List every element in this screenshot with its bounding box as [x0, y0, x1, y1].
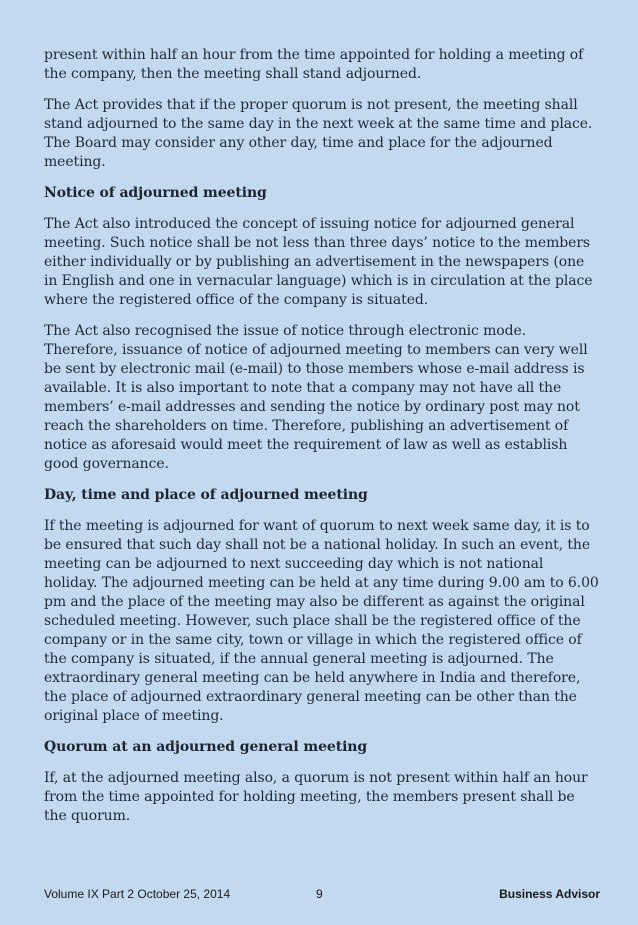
heading-quorum-adjourned-meeting: Quorum at an adjourned general meeting: [44, 739, 368, 755]
paragraph-quorum-adjourned-meeting: If, at the adjourned meeting also, a quorum is not present within half an hour from the time appointed for holding meeting, the members present shall be the quorum.: [44, 770, 588, 824]
heading-notice-of-adjourned-meeting: Notice of adjourned meeting: [44, 185, 267, 201]
footer-volume-date: Volume IX Part 2 October 25, 2014: [44, 887, 231, 901]
footer-page-number: 9: [316, 887, 323, 901]
page-footer: [44, 886, 600, 902]
paragraph-day-time-place: If the meeting is adjourned for want of quorum to next week same day, it is to be ensured that such day shall not be a national holiday. In such an event, the meeting can be adjourned to next succeeding day which is not national holiday. The adjourned meeting can be held at any time during 9.00 am to 6.00 pm and the place of the meeting may also be different as against the original scheduled meeting. However, such place shall be the registered office of the company or in the same city, town or village in which the registered office of the company is situated, if the annual general meeting is adjourned. The extraordinary general meeting can be held anywhere in India and therefore, the place of adjourned extraordinary general meeting can be other than the original place of meeting.: [44, 518, 599, 724]
footer-publication-name: Business Advisor: [499, 887, 600, 901]
heading-day-time-place: Day, time and place of adjourned meeting: [44, 487, 368, 503]
paragraph-electronic-notice: The Act also recognised the issue of notice through electronic mode. Therefore, issuance of notice of adjourned meeting to members can very well be sent by electronic mail (e-mail) to those members whose e-mail address is available. It is also important to note that a company may not have all the members’ e-mail addresses and sending the notice by ordinary post may not reach the shareholders on time. Therefore, publishing an advertisement of notice as aforesaid would meet the requirement of law as well as establish good governance.: [44, 323, 588, 472]
paragraph-notice-concept: The Act also introduced the concept of issuing notice for adjourned general meeting. Such notice shall be not less than three days’ notice to the members either individually or by publishing an advertisement in the newspapers (one in English and one in vernacular language) which is in circulation at the place where the registered office of the company is situated.: [44, 216, 593, 308]
paragraph-meeting-adjourned-continuation: present within half an hour from the time appointed for holding a meeting of the company, then the meeting shall stand adjourned.: [44, 47, 584, 82]
page-body: [44, 46, 600, 838]
paragraph-quorum-not-present: The Act provides that if the proper quorum is not present, the meeting shall stand adjourned to the same day in the next week at the same time and place. The Board may consider any other day, time and place for the adjourned meeting.: [44, 97, 593, 170]
